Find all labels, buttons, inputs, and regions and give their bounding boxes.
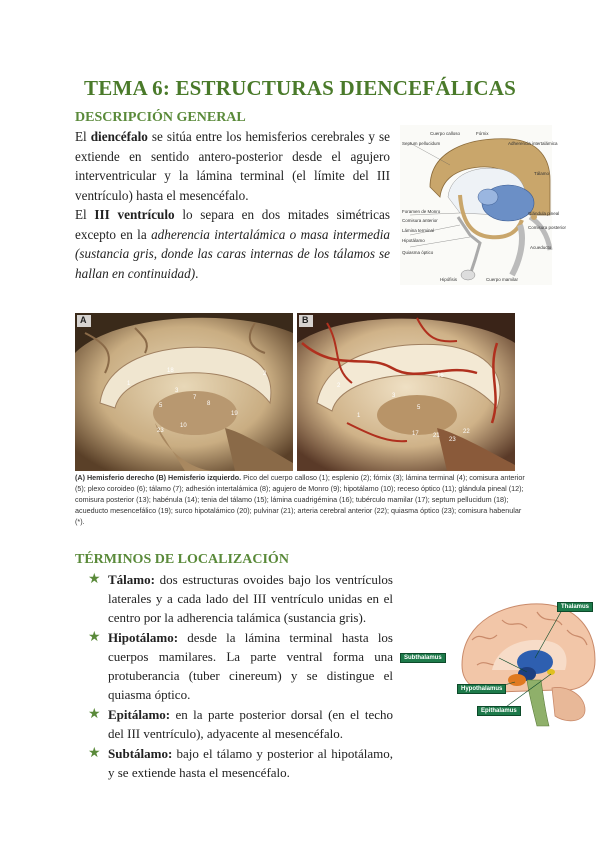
photo-a-num: 19 xyxy=(231,411,238,417)
star-icon: ★ xyxy=(88,746,101,761)
photo-b-num: 21 xyxy=(433,433,440,439)
brain-regions-illustration xyxy=(404,600,597,728)
terms-list xyxy=(88,570,393,783)
list-item: ★ Hipotálamo: desde la lámina terminal hasta los cuerpos mamilares. La parte ventral forma una protuberancia (tuber cinereum) y se distingue el quiasma óptico. xyxy=(88,630,393,702)
star-icon: ★ xyxy=(88,572,101,587)
section-heading-descripcion: DESCRIPCIÓN GENERAL xyxy=(75,110,246,125)
photo-b-num: 22 xyxy=(463,429,470,435)
paragraph-diencefalo: El diencéfalo se sitúa entre los hemisferios cerebrales y se extiende en sentido antero-posterior desde el agujero interventricular y la lámina terminal (el límite del III ventrículo) hasta el mesencéfalo. xyxy=(75,129,390,203)
label-pineal: Glándula pineal xyxy=(528,211,560,216)
paragraph-iii-ventriculo: El III ventrículo lo separa en dos mitades simétricas excepto en la adherencia intertalámica o masa intermedia (sustancia gris, donde las caras internas de los tálamos se hallan en continuidad). xyxy=(75,207,391,281)
page-title: TEMA 6: ESTRUCTURAS DIENCEFÁLICAS xyxy=(84,76,516,100)
brain-photo-a xyxy=(75,313,293,471)
photo-a-num: 5 xyxy=(159,403,163,409)
photo-b-num: 17 xyxy=(412,431,419,437)
tag-subthalamus: Subthalamus xyxy=(400,653,446,663)
photo-b-label: B xyxy=(302,315,309,325)
photo-a-num: 7 xyxy=(193,395,197,401)
photo-b-num: 3 xyxy=(392,393,396,399)
label-hipofisis: Hipófisis xyxy=(440,277,458,282)
label-comisura-ant: Comisura anterior xyxy=(402,218,438,223)
photo-b-num: 5 xyxy=(417,405,421,411)
label-mamilar: Cuerpo mamilar xyxy=(486,277,519,282)
photo-a-num: 2 xyxy=(263,371,267,377)
label-acueducto: Acueducto xyxy=(530,245,552,250)
photo-a-num: 1 xyxy=(127,381,131,387)
photo-a-label: A xyxy=(80,315,87,325)
tag-thalamus: Thalamus xyxy=(557,602,593,612)
label-lamina: Lámina terminal xyxy=(402,228,435,233)
label-corpus: Cuerpo calloso xyxy=(430,131,461,136)
list-item: ★ Tálamo: dos estructuras ovoides bajo los ventrículos laterales y a cada lado del III ventrículo unidas en el centro por la adherencia talámica (sustancia gris). xyxy=(88,572,393,625)
photo-a-num: 18 xyxy=(167,368,174,374)
label-hipotalamo: Hipotálamo xyxy=(402,238,425,243)
tag-epithalamus: Epithalamus xyxy=(477,706,521,716)
figure-caption: (A) Hemisferio derecho (B) Hemisferio izquierdo. Pico del cuerpo calloso (1); esplenio (2); fórnix (3); lámina terminal (4); comisura anterior (5); plexo coroideo (6); tálamo (7); adhesión intertalámica (8); agujero de Monro (9); hipotálamo (10); receso óptico (11); glándula pineal (12); comisura posterior (13); habénula (14); tenia del tálamo (15); lámina cuadrigémina (16); tubérculo mamilar (17); septum pellucidum (18); acueducto mesencefálico (19); surco hipotalámico (20); pulvinar (21); arteria cerebral anterior (22); quiasma óptico (23); comisura habenular (*). xyxy=(75,473,525,526)
term-iii-ventriculo: III ventrículo xyxy=(94,207,175,222)
photo-a-num: 23 xyxy=(157,428,164,434)
photo-b-num: 16 xyxy=(437,373,444,379)
label-septum: Septum pellucidum xyxy=(402,141,441,146)
photo-b-num: 23 xyxy=(449,437,456,443)
photo-b-num: 2 xyxy=(337,383,341,389)
list-item: ★ Subtálamo: bajo el tálamo y posterior al hipotálamo, y se extiende hasta el mesencéfalo. xyxy=(88,746,393,780)
label-fornix: Fórnix xyxy=(476,131,489,136)
label-comisura-post: Comisura posterior xyxy=(528,225,567,230)
label-adherencia: Adherencia intertalámica xyxy=(508,141,558,146)
term-diencefalo: diencéfalo xyxy=(90,129,148,144)
section-heading-terminos: TÉRMINOS DE LOCALIZACIÓN xyxy=(75,552,289,567)
photo-a-num: 10 xyxy=(180,423,187,429)
photo-a-num: 3 xyxy=(175,388,179,394)
label-foramen: Foramen de Monro xyxy=(402,209,441,214)
star-icon: ★ xyxy=(88,707,101,722)
label-talamo: Tálamo xyxy=(534,171,550,176)
tag-hypothalamus: Hypothalamus xyxy=(457,684,506,694)
star-icon: ★ xyxy=(88,630,101,645)
diencephalon-diagram xyxy=(400,125,567,285)
photo-a-num: 8 xyxy=(207,401,211,407)
label-quiasma: Quiasma óptico xyxy=(402,250,434,255)
list-item: ★ Epitálamo: en la parte posterior dorsal (en el techo del III ventrículo), adyacente al mesencéfalo. xyxy=(88,707,393,741)
photo-b-num: 1 xyxy=(357,413,361,419)
brain-photo-b xyxy=(297,313,515,471)
